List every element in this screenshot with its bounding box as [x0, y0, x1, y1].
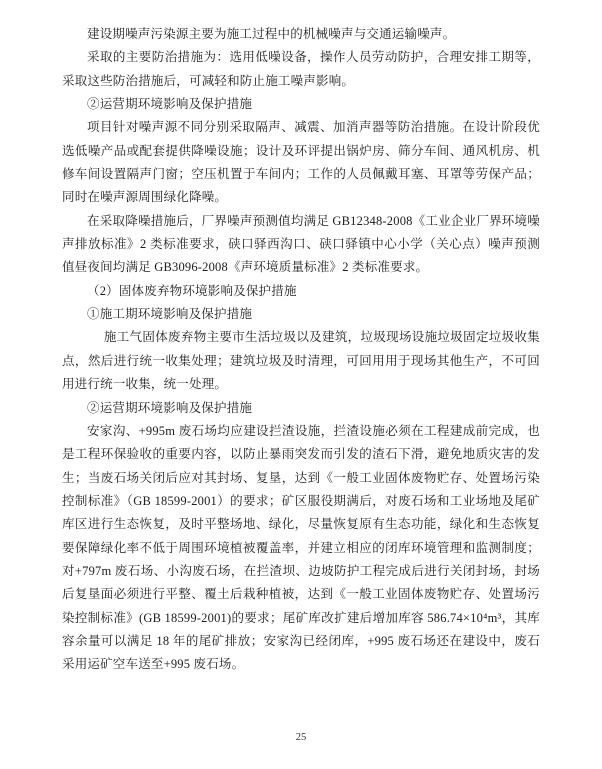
- paragraph: ②运营期环境影响及保护措施: [87, 97, 253, 112]
- paragraph: （2）固体废弃物环境影响及保护措施: [87, 283, 297, 298]
- paragraph: 施工气固体废弃物主要市生活垃圾以及建筑，垃圾现场设施垃圾固定垃圾收集点，然后进行统一收集处理；建筑垃圾及时清理，可回用用于现场其他生产，不可回用进行统一收集，统一处理。: [62, 330, 540, 392]
- paragraph: ①施工期环境影响及保护措施: [87, 307, 253, 322]
- paragraph: 项目针对噪声源不同分别采取隔声、减震、加消声器等防治措施。在设计阶段优选低噪产品或配套提供降噪设施；设计及环评提出锅炉房、筛分车间、通风机房、机修车间设置隔声门窗；空压机置于车间内；工作的人员佩戴耳塞、耳罩等劳保产品；同时在噪声源周围绿化降噪。: [62, 120, 540, 205]
- paragraph: ②运营期环境影响及保护措施: [87, 400, 253, 415]
- page-number: 25: [295, 732, 307, 743]
- paragraph: 安家沟、+995m 废石场均应建设拦渣设施，拦渣设施必须在工程建成前完成，也是工程环保验收的重要内容，以防止暴雨突发而引发的渣石下滑，避免地质灾害的发生；当废石场关闭后应对其封场、复垦，达到《一般工业固体废物贮存、处置场污染控制标准》（GB 18599-2001）的要求；矿区服役期满后，对废石场和工业场地及尾矿库区进行生态恢复，及时平整场地、绿化，尽量恢复原有生态功能，绿化和生态恢复要保障绿化率不低于周围环境植被覆盖率，并建立相应的闭库环境管理和监测制度；对+797m 废石场、小沟废石场，在拦渣坝、边坡防护工程完成后进行关闭封场，封场后复垦面必须进行平整、覆土后栽种植被，达到《一般工业固体废物贮存、处置场污染控制标准》(GB 18599-2001)的要求；尾矿库改扩建后增加库容 586.74×10⁴m³，其库容余量可以满足 18 年的尾矿排放；安家沟已经闭库，+995 废石场还在建设中，废石采用运矿空车送至+995 废石场。: [62, 423, 540, 672]
- page-footer: [0, 731, 602, 745]
- document-body: [62, 23, 540, 677]
- paragraph: 采取的主要防治措施为：选用低噪设备，操作人员劳动防护，合理安排工期等，采取这些防治措施后，可减轻和防止施工噪声影响。: [62, 50, 540, 88]
- paragraph: 建设期噪声污染源主要为施工过程中的机械噪声与交通运输噪声。: [87, 27, 456, 41]
- paragraph: 在采取降噪措施后，厂界噪声预测值均满足 GB12348-2008《工业企业厂界环境噪声排放标准》2 类标准要求，硖口驿西沟口、硖口驿镇中心小学（关心点）噪声预测值昼夜间均满足 GB3096-2008《声环境质量标准》2 类标准要求。: [62, 213, 540, 275]
